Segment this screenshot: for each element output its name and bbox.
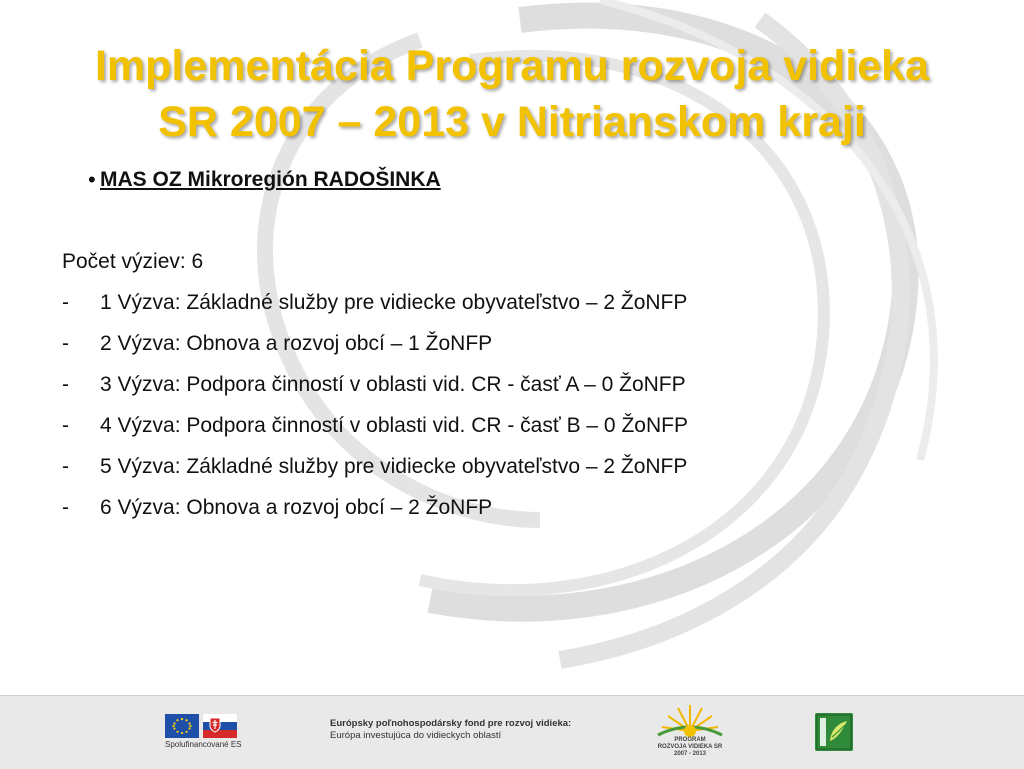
eu-caption: Spolufinancované ES: [165, 740, 242, 749]
call-text: 2 Výzva: Obnova a rozvoj obcí – 1 ŽoNFP: [100, 332, 493, 355]
call-item: [62, 282, 962, 323]
call-item: [62, 487, 962, 528]
fund-line-2: Európa investujúca do vidieckych oblastí: [330, 730, 502, 741]
slide-title: [0, 38, 1024, 150]
bullet-dot-icon: •: [88, 167, 96, 192]
prv-logo: [650, 701, 730, 761]
dash-marker: -: [62, 373, 69, 396]
eu-flag-icon: [165, 714, 199, 738]
title-line-2: SR 2007 – 2013 v Nitrianskom kraji: [158, 98, 866, 146]
prv-label: [650, 737, 730, 758]
call-text: 3 Výzva: Podpora činností v oblasti vid. CR - časť A – 0 ŽoNFP: [100, 373, 686, 396]
dash-marker: -: [62, 291, 69, 314]
bullet-item: [62, 160, 962, 200]
dash-marker: -: [62, 332, 69, 355]
prv-line-2: ROZVOJA VIDIEKA SR: [657, 744, 723, 750]
sun-logo-icon: [650, 701, 730, 739]
fund-line-1: Európsky poľnohospodársky fond pre rozvoj vidieka:: [330, 718, 572, 729]
call-text: 6 Výzva: Obnova a rozvoj obcí – 2 ŽoNFP: [100, 496, 493, 519]
dash-marker: -: [62, 414, 69, 437]
organization-name: MAS OZ Mikroregión RADOŠINKA: [100, 168, 441, 191]
prv-line-3: 2007 - 2013: [673, 751, 707, 757]
prv-line-1: PROGRAM: [674, 737, 706, 743]
footer-bar: [0, 695, 1024, 769]
dash-marker: -: [62, 455, 69, 478]
call-text: 5 Výzva: Základné služby pre vidiecke obyvateľstvo – 2 ŽoNFP: [100, 455, 688, 478]
leader-logo-icon: [815, 713, 853, 751]
slide-content: [62, 160, 962, 528]
call-text: 4 Výzva: Podpora činností v oblasti vid. CR - časť B – 0 ŽoNFP: [100, 414, 688, 437]
call-text: 1 Výzva: Základné služby pre vidiecke obyvateľstvo – 2 ŽoNFP: [100, 291, 688, 314]
call-item: [62, 446, 962, 487]
call-item: [62, 323, 962, 364]
slovak-flag-icon: [203, 714, 237, 738]
call-item: [62, 405, 962, 446]
dash-marker: -: [62, 496, 69, 519]
call-item: [62, 364, 962, 405]
title-line-1: Implementácia Programu rozvoja vidieka: [94, 42, 930, 90]
fund-description: [330, 718, 571, 742]
calls-count: Počet výziev: 6: [62, 250, 204, 273]
